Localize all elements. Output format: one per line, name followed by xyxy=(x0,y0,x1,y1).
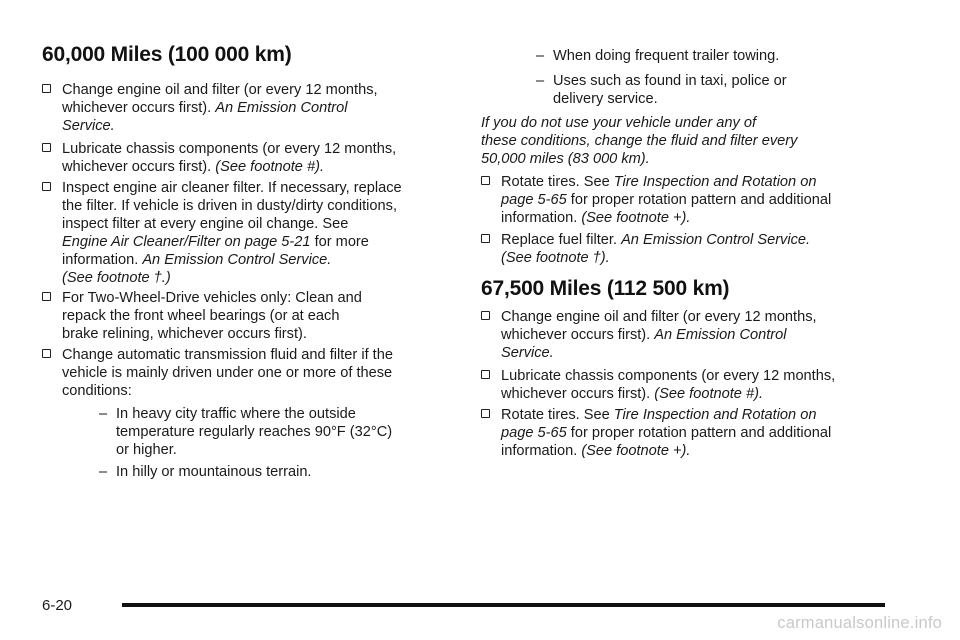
checkbox-icon xyxy=(42,182,51,191)
section-heading-67500: 67,500 Miles (112 500 km) xyxy=(481,277,730,300)
checklist-item: Change automatic transmission fluid and filter if the vehicle is mainly driven under one or more of these conditions: xyxy=(42,346,393,400)
checkbox-icon xyxy=(42,349,51,358)
fluid-change-note: If you do not use your vehicle under any of these conditions, change the fluid and filter every 50,000 miles (83 000 km). xyxy=(481,115,798,167)
checklist-item: Rotate tires. See Tire Inspection and Rotation on page 5-65 for proper rotation pattern and additional information. (See footnote +). xyxy=(481,173,831,227)
checkbox-icon xyxy=(42,143,51,152)
dash-bullet-icon: – xyxy=(99,464,108,480)
checklist-item: Inspect engine air cleaner filter. If necessary, replace the filter. If vehicle is driven in dusty/dirty conditions, inspect filter at every engine oil change. See Engine Air Cleaner/Filter on page 5-21 for more information. An Emission Control Service. (See footnote †.) xyxy=(42,179,402,287)
checklist-item: Rotate tires. See Tire Inspection and Rotation on page 5-65 for proper rotation pattern and additional information. (See footnote +). xyxy=(481,406,831,460)
dash-bullet-icon: – xyxy=(536,73,545,89)
checkbox-icon xyxy=(42,292,51,301)
condition-subitem: – In heavy city traffic where the outside temperature regularly reaches 90°F (32°C) or higher. xyxy=(99,406,393,458)
page-number: 6-20 xyxy=(42,597,73,614)
checkbox-icon xyxy=(481,370,490,379)
condition-subitem: – In hilly or mountainous terrain. xyxy=(99,464,312,480)
condition-subitem: – Uses such as found in taxi, police or delivery service. xyxy=(536,73,787,107)
checkbox-icon xyxy=(481,234,490,243)
checkbox-icon xyxy=(481,409,490,418)
checklist-item: Lubricate chassis components (or every 12 months, whichever occurs first). (See footnote #). xyxy=(42,140,396,176)
watermark: carmanualsonline.info xyxy=(777,614,942,632)
checkbox-icon xyxy=(481,311,490,320)
checklist-item: Lubricate chassis components (or every 12 months, whichever occurs first). (See footnote #). xyxy=(481,367,835,403)
checklist-item: Change engine oil and filter (or every 12 months, whichever occurs first). An Emission Control Service. xyxy=(42,81,378,135)
dash-bullet-icon: – xyxy=(536,48,545,64)
checklist-item: Replace fuel filter. An Emission Control Service. (See footnote †). xyxy=(481,231,810,267)
checklist-item: Change engine oil and filter (or every 12 months, whichever occurs first). An Emission Control Service. xyxy=(481,308,817,362)
footer-rule xyxy=(122,603,885,607)
dash-bullet-icon: – xyxy=(99,406,108,422)
checkbox-icon xyxy=(42,84,51,93)
condition-subitem: – When doing frequent trailer towing. xyxy=(536,48,780,64)
section-heading-60000: 60,000 Miles (100 000 km) xyxy=(42,43,292,66)
checkbox-icon xyxy=(481,176,490,185)
checklist-item: For Two-Wheel-Drive vehicles only: Clean and repack the front wheel bearings (or at each brake relining, whichever occurs first). xyxy=(42,289,362,343)
